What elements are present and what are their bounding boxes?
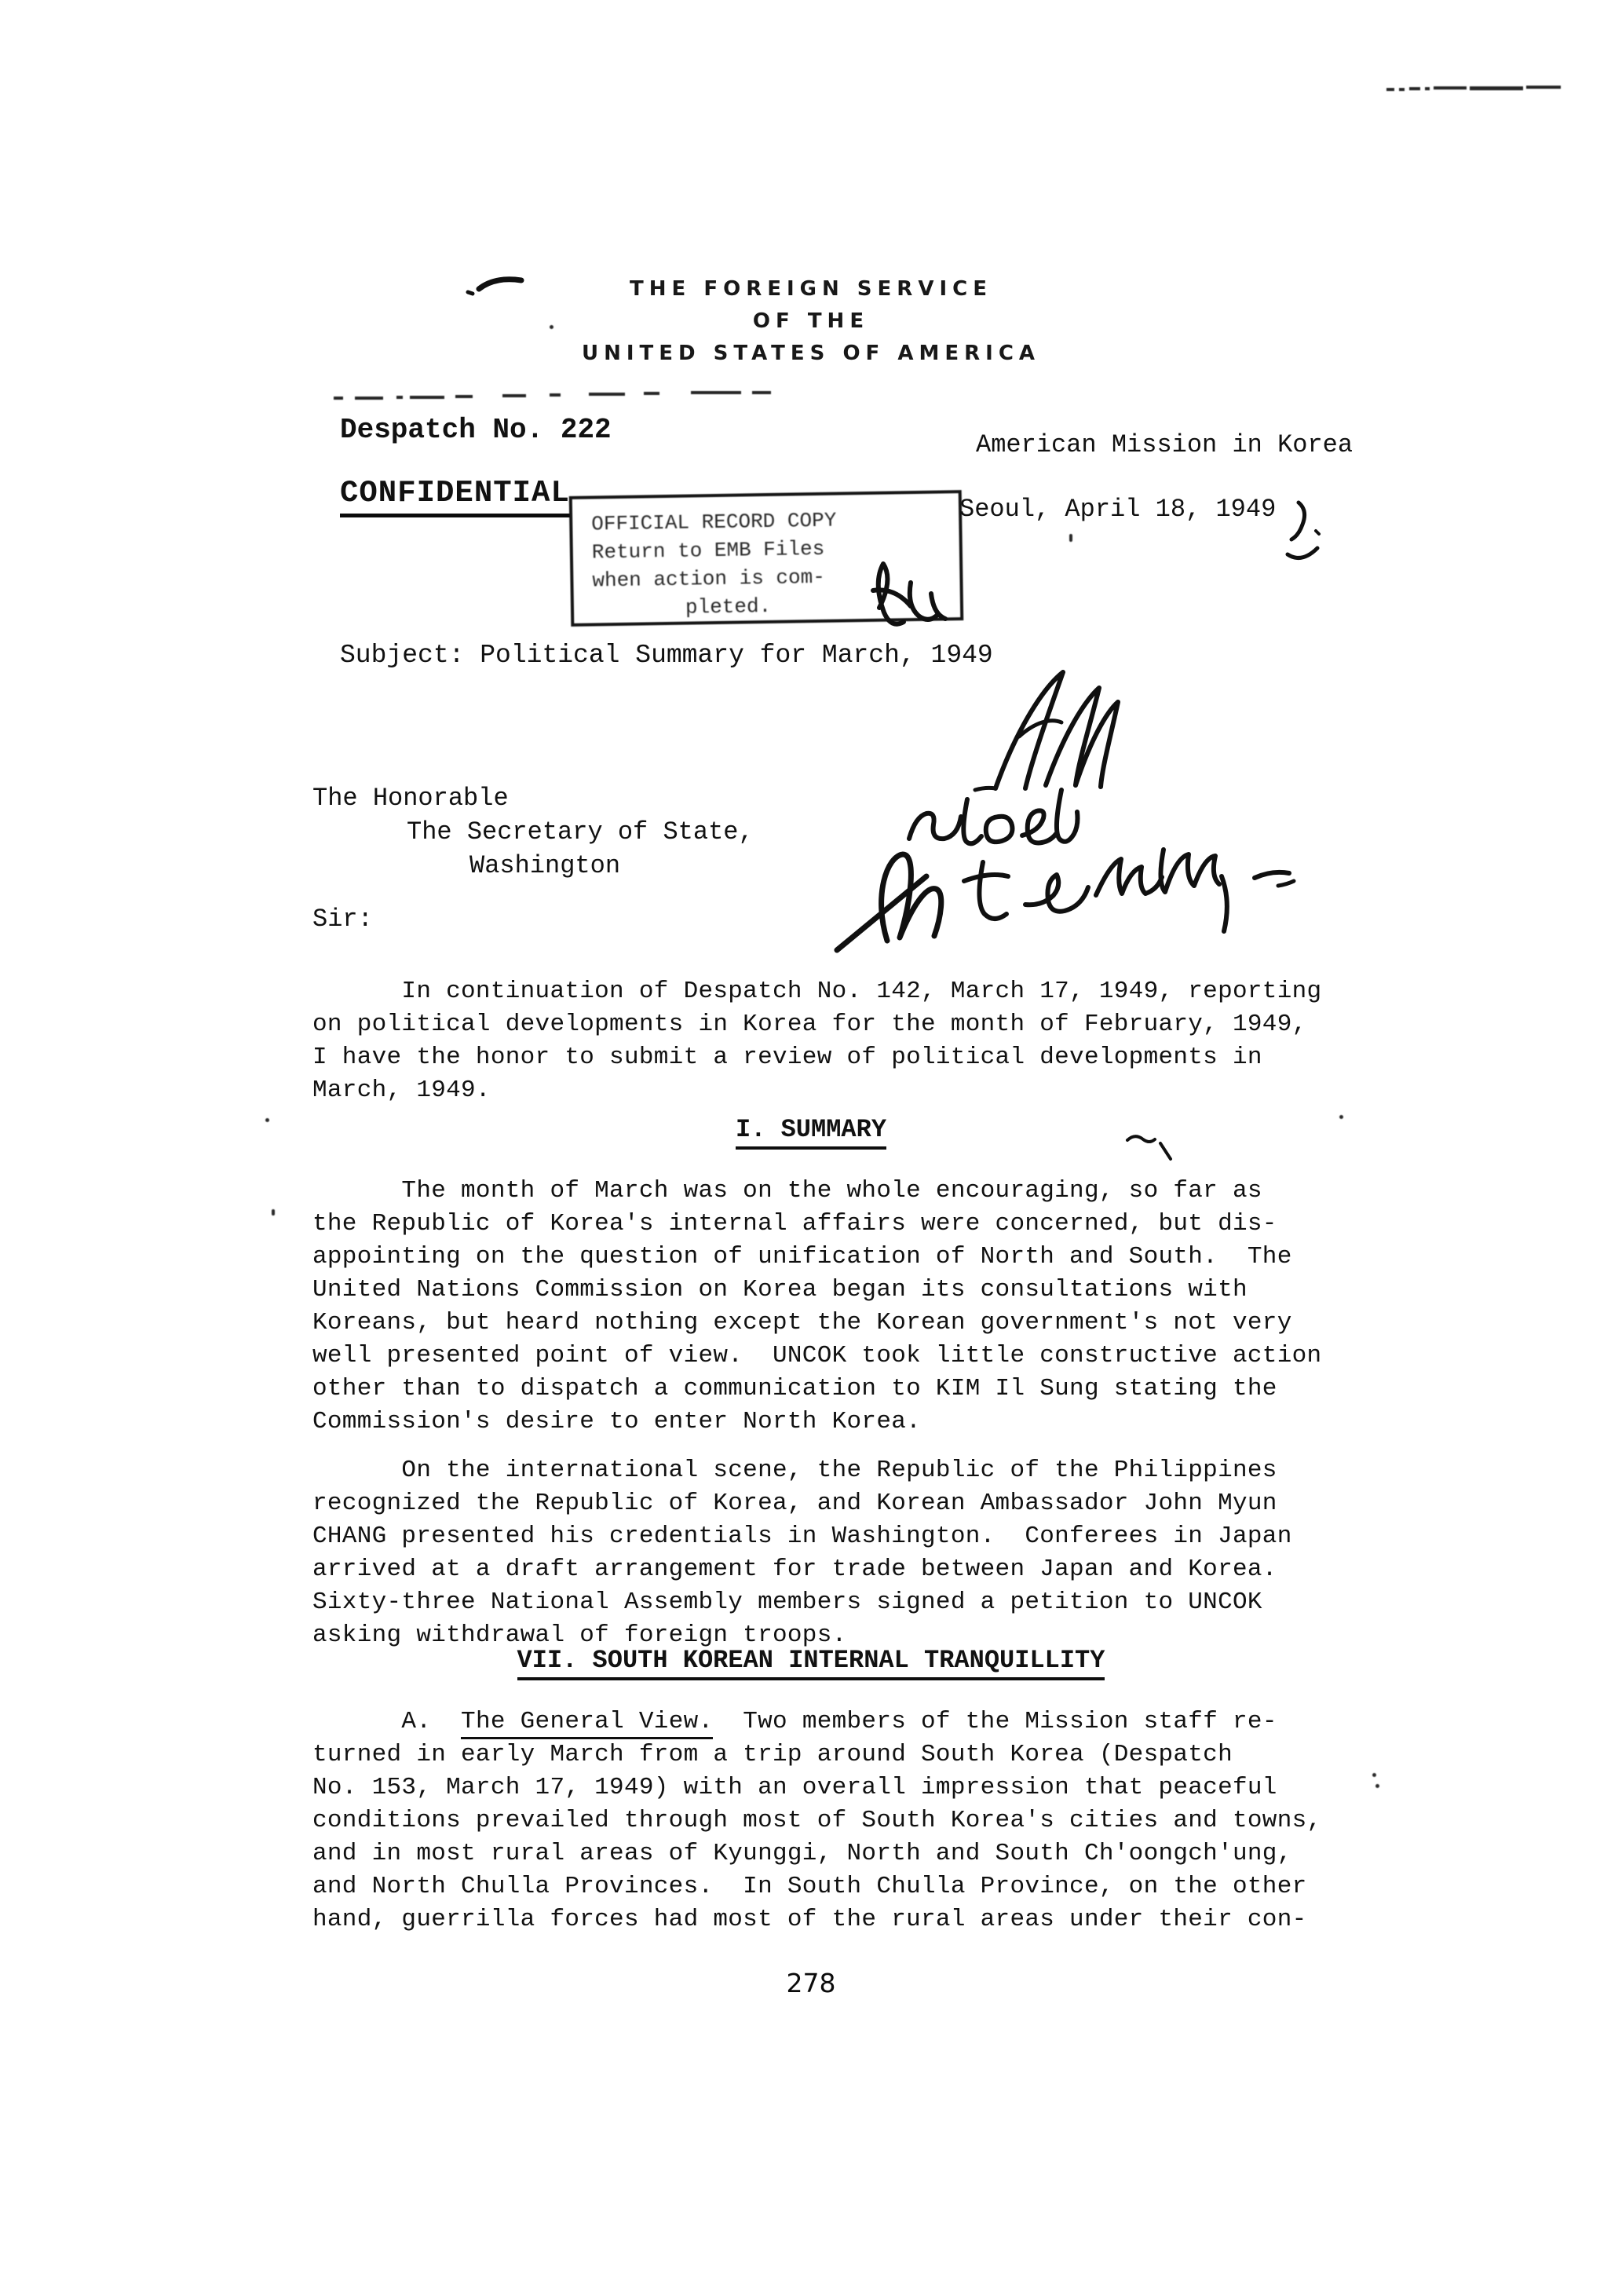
text-line: recognized the Republic of Korea, and Korean Ambassador John Myun bbox=[312, 1490, 1277, 1517]
text-line: Sixty-three National Assembly members signed a petition to UNCOK bbox=[312, 1589, 1262, 1616]
paragraph-intro bbox=[312, 975, 1321, 1107]
text-line: arrived at a draft arrangement for trade between Japan and Korea. bbox=[312, 1556, 1277, 1583]
paragraph-general-view-rest bbox=[312, 1738, 1321, 1936]
text-line: Commission's desire to enter North Korea. bbox=[312, 1408, 922, 1435]
text-line: On the international scene, the Republic of the Philippines bbox=[312, 1457, 1277, 1484]
text-line: March, 1949. bbox=[312, 1077, 491, 1104]
indent bbox=[312, 1708, 401, 1735]
text-line: and in most rural areas of Kyunggi, North and South Ch'oongch'ung, bbox=[312, 1840, 1292, 1867]
mission-name: American Mission in Korea bbox=[976, 430, 1353, 459]
despatch-number: Despatch No. 222 bbox=[340, 414, 612, 446]
letterhead bbox=[0, 273, 1622, 370]
letterhead-line1: THE FOREIGN SERVICE bbox=[630, 277, 992, 301]
text-line: well presented point of view. UNCOK took little constructive action bbox=[312, 1342, 1322, 1369]
text-line: OFFICIAL RECORD COPY bbox=[591, 508, 837, 536]
summary-heading-text: I. SUMMARY bbox=[736, 1115, 886, 1150]
text-line: the Republic of Korea's internal affairs were concerned, but dis- bbox=[312, 1210, 1277, 1238]
item-label: A. bbox=[401, 1708, 462, 1735]
addressee-city: Washington bbox=[469, 851, 621, 880]
classification-stamp: CONFIDENTIAL bbox=[340, 476, 570, 517]
text-line: asking withdrawal of foreign troops. bbox=[312, 1621, 847, 1649]
summary-heading bbox=[0, 1115, 1622, 1144]
text-line: conditions prevailed through most of South Korea's cities and towns, bbox=[312, 1807, 1322, 1834]
text-line: other than to dispatch a communication to KIM Il Sung stating the bbox=[312, 1375, 1277, 1402]
text-line bbox=[312, 1706, 1321, 1738]
first-line-rest: Two members of the Mission staff re- bbox=[713, 1708, 1277, 1735]
paragraph-general-view bbox=[312, 1706, 1321, 1936]
text-line: CHANG presented his credentials in Washington. Conferees in Japan bbox=[312, 1523, 1292, 1550]
text-line: pleted. bbox=[685, 594, 772, 620]
paragraph-summary-1 bbox=[312, 1175, 1321, 1439]
text-line: and North Chulla Provinces. In South Chulla Province, on the other bbox=[312, 1873, 1307, 1900]
text-line: No. 153, March 17, 1949) with an overall impression that peaceful bbox=[312, 1774, 1277, 1801]
paragraph-summary-2 bbox=[312, 1454, 1292, 1652]
letterhead-line2: OF THE bbox=[752, 309, 870, 333]
salutation: Sir: bbox=[312, 905, 373, 934]
text-line: I have the honor to submit a review of political developments in bbox=[312, 1044, 1262, 1071]
text-line: Return to EMB Files bbox=[591, 536, 825, 565]
item-title-underlined: The General View. bbox=[461, 1708, 713, 1739]
official-record-copy-stamp bbox=[569, 490, 964, 627]
place-date-line: Seoul, April 18, 1949 bbox=[959, 495, 1277, 524]
text-line: In continuation of Despatch No. 142, March 17, 1949, reporting bbox=[312, 978, 1322, 1005]
text-line: on political developments in Korea for the month of February, 1949, bbox=[312, 1011, 1307, 1038]
subject-line: Subject: Political Summary for March, 1949 bbox=[340, 641, 993, 670]
addressee-secretary: The Secretary of State, bbox=[407, 817, 754, 846]
text-line: United Nations Commission on Korea began its consultations with bbox=[312, 1276, 1248, 1303]
text-line: turned in early March from a trip around South Korea (Despatch bbox=[312, 1741, 1233, 1768]
page-number: 278 bbox=[786, 1968, 836, 1998]
addressee-honorable: The Honorable bbox=[312, 784, 509, 813]
text-line: Koreans, but heard nothing except the Korean government's not very bbox=[312, 1309, 1292, 1336]
section-vii-heading bbox=[0, 1646, 1622, 1675]
text-line: when action is com- bbox=[592, 565, 826, 593]
text-line: The month of March was on the whole encouraging, so far as bbox=[312, 1177, 1262, 1205]
letterhead-line3: UNITED STATES OF AMERICA bbox=[581, 342, 1041, 365]
text-line: hand, guerrilla forces had most of the rural areas under their con- bbox=[312, 1906, 1307, 1933]
text-line: appointing on the question of unification of North and South. The bbox=[312, 1243, 1292, 1270]
section-vii-heading-text: VII. SOUTH KOREAN INTERNAL TRANQUILLITY bbox=[517, 1646, 1105, 1680]
